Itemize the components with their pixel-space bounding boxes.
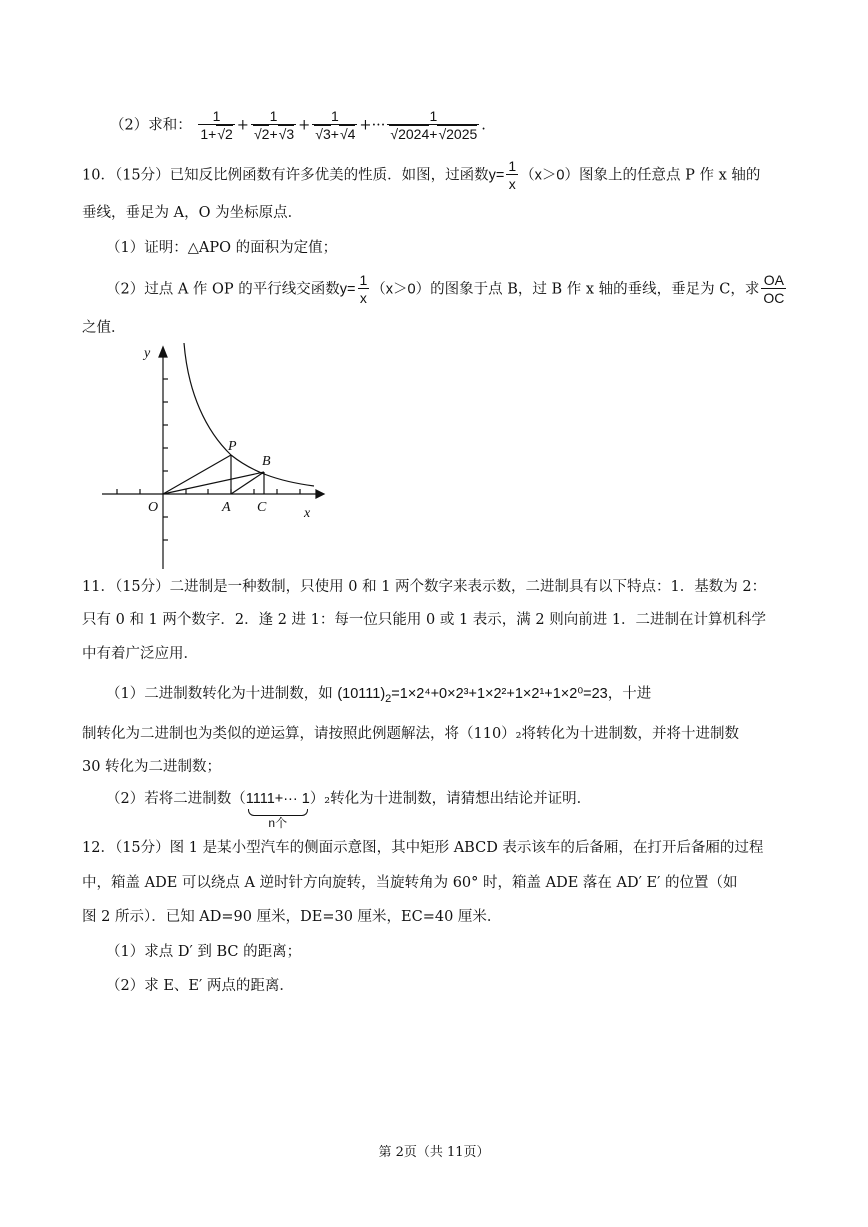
x-axis-arrow xyxy=(316,490,324,498)
p10-line2: 垂线，垂足为 A，O 为坐标原点． xyxy=(82,205,303,221)
p11-line3: 中有着广泛应用． xyxy=(82,646,198,662)
p12-q1: （1）求点 D′ 到 BC 的距离； xyxy=(106,944,302,960)
binary-expansion: =1×2⁴+0×2³+1×2²+1×2¹+1×2⁰=23 xyxy=(391,686,608,702)
p10-func-frac: $\frac{1}{x}$ xyxy=(508,158,517,192)
sum-term-1: $\frac{1}{1+√2}$ xyxy=(200,108,233,142)
p9-part2-label: （2）求和： xyxy=(110,117,192,134)
label-o: O xyxy=(148,500,159,515)
p12-line2: 中，箱盖 ADE 可以绕点 A 逆时针方向旋转，当旋转角为 60° 时，箱盖 ADE 落在 AD′ E′ 的位置（如 xyxy=(82,875,738,891)
label-y: y xyxy=(144,346,151,361)
n-ones-brace: 1111+··· 1 n个 xyxy=(245,791,310,830)
p12-q2: （2）求 E、E′ 两点的距离． xyxy=(106,978,294,994)
p11-line1: 11．（15分）二进制是一种数制，只使用 0 和 1 两个数字来表示数，二进制具有以下特点：1．基数为 2： xyxy=(82,579,767,595)
p10-q1: （1）证明：△APO 的面积为定值； xyxy=(106,240,338,256)
binary-example: $(10111)_2$ xyxy=(337,686,392,705)
p12-line1: 12．（15分）图 1 是某小型汽车的侧面示意图，其中矩形 ABCD 表示该车的后备厢，在打开后备厢的过程 xyxy=(82,840,764,856)
label-a: A xyxy=(222,500,231,515)
label-x: x xyxy=(304,506,311,521)
segment-ob xyxy=(163,472,264,494)
p9-sum-line: （2）求和： $\frac{1}{1+√2}$ + $\frac{1}{√2+√3}$ + $\frac{1}{√3+√4}$ +··· $\frac{1}{√2024+√2025}$ . xyxy=(110,108,486,142)
p11-line6: 30 转化为二进制数； xyxy=(82,759,222,775)
p11-q1: （1）二进制数转化为十进制数，如 $(10111)_2=1\times 2^4+0\times 2^3+1\times 2^2+1\times 2^1+1\times 2^0=23$，十进 xyxy=(106,686,652,705)
p11-q2: （2）若将二进制数（ 1111+··· 1 n个 ）₂转化为十进制数，请猜想出结论并证明． xyxy=(106,791,592,830)
p11-line5: 制转化为二进制也为类似的逆运算，请按照此例题解法，将（110）₂将转化为十进制数，并将十进制数 xyxy=(82,726,739,742)
page-footer: 第 2页（共 11页） xyxy=(378,1145,490,1160)
hyperbola-figure xyxy=(96,343,326,573)
label-c: C xyxy=(257,500,267,515)
ratio-oa-oc: $\frac{OA}{OC}$ xyxy=(763,272,785,306)
p10-score: （15分） xyxy=(114,167,170,184)
y-axis-arrow xyxy=(159,347,167,357)
sum-term-3: $\frac{1}{√3+√4}$ xyxy=(312,108,357,143)
sum-term-last: $\frac{1}{√2024+√2025}$ xyxy=(387,108,479,143)
p10-number: 10． xyxy=(82,167,115,184)
p10-q2-end: 之值． xyxy=(82,320,126,336)
label-b: B xyxy=(262,454,271,469)
p10-q2: （2）过点 A 作 OP 的平行线交函数y= $\frac{1}{x}$ （x＞0）的图象于点 B，过 B 作 x 轴的垂线，垂足为 C，求 $\frac{OA}{OC}$ xyxy=(106,272,785,306)
segment-op xyxy=(163,455,231,494)
p12-line3: 图 2 所示）．已知 AD=90 厘米，DE=30 厘米，EC=40 厘米． xyxy=(82,909,502,925)
label-p: P xyxy=(228,439,237,454)
hyperbola-curve xyxy=(184,343,314,486)
sum-term-2: $\frac{1}{√2+√3}$ xyxy=(251,108,296,143)
p11-line2: 只有 0 和 1 两个数字．2．逢 2 进 1：每一位只能用 0 或 1 表示，满 2 则向前进 1．二进制在计算机科学 xyxy=(82,612,767,628)
p10-line1: 10．（15分）已知反比例函数有许多优美的性质．如图，过函数y= $\frac{1}{x}$ （x＞0）图象上的任意点 P 作 x 轴的 xyxy=(82,158,761,192)
